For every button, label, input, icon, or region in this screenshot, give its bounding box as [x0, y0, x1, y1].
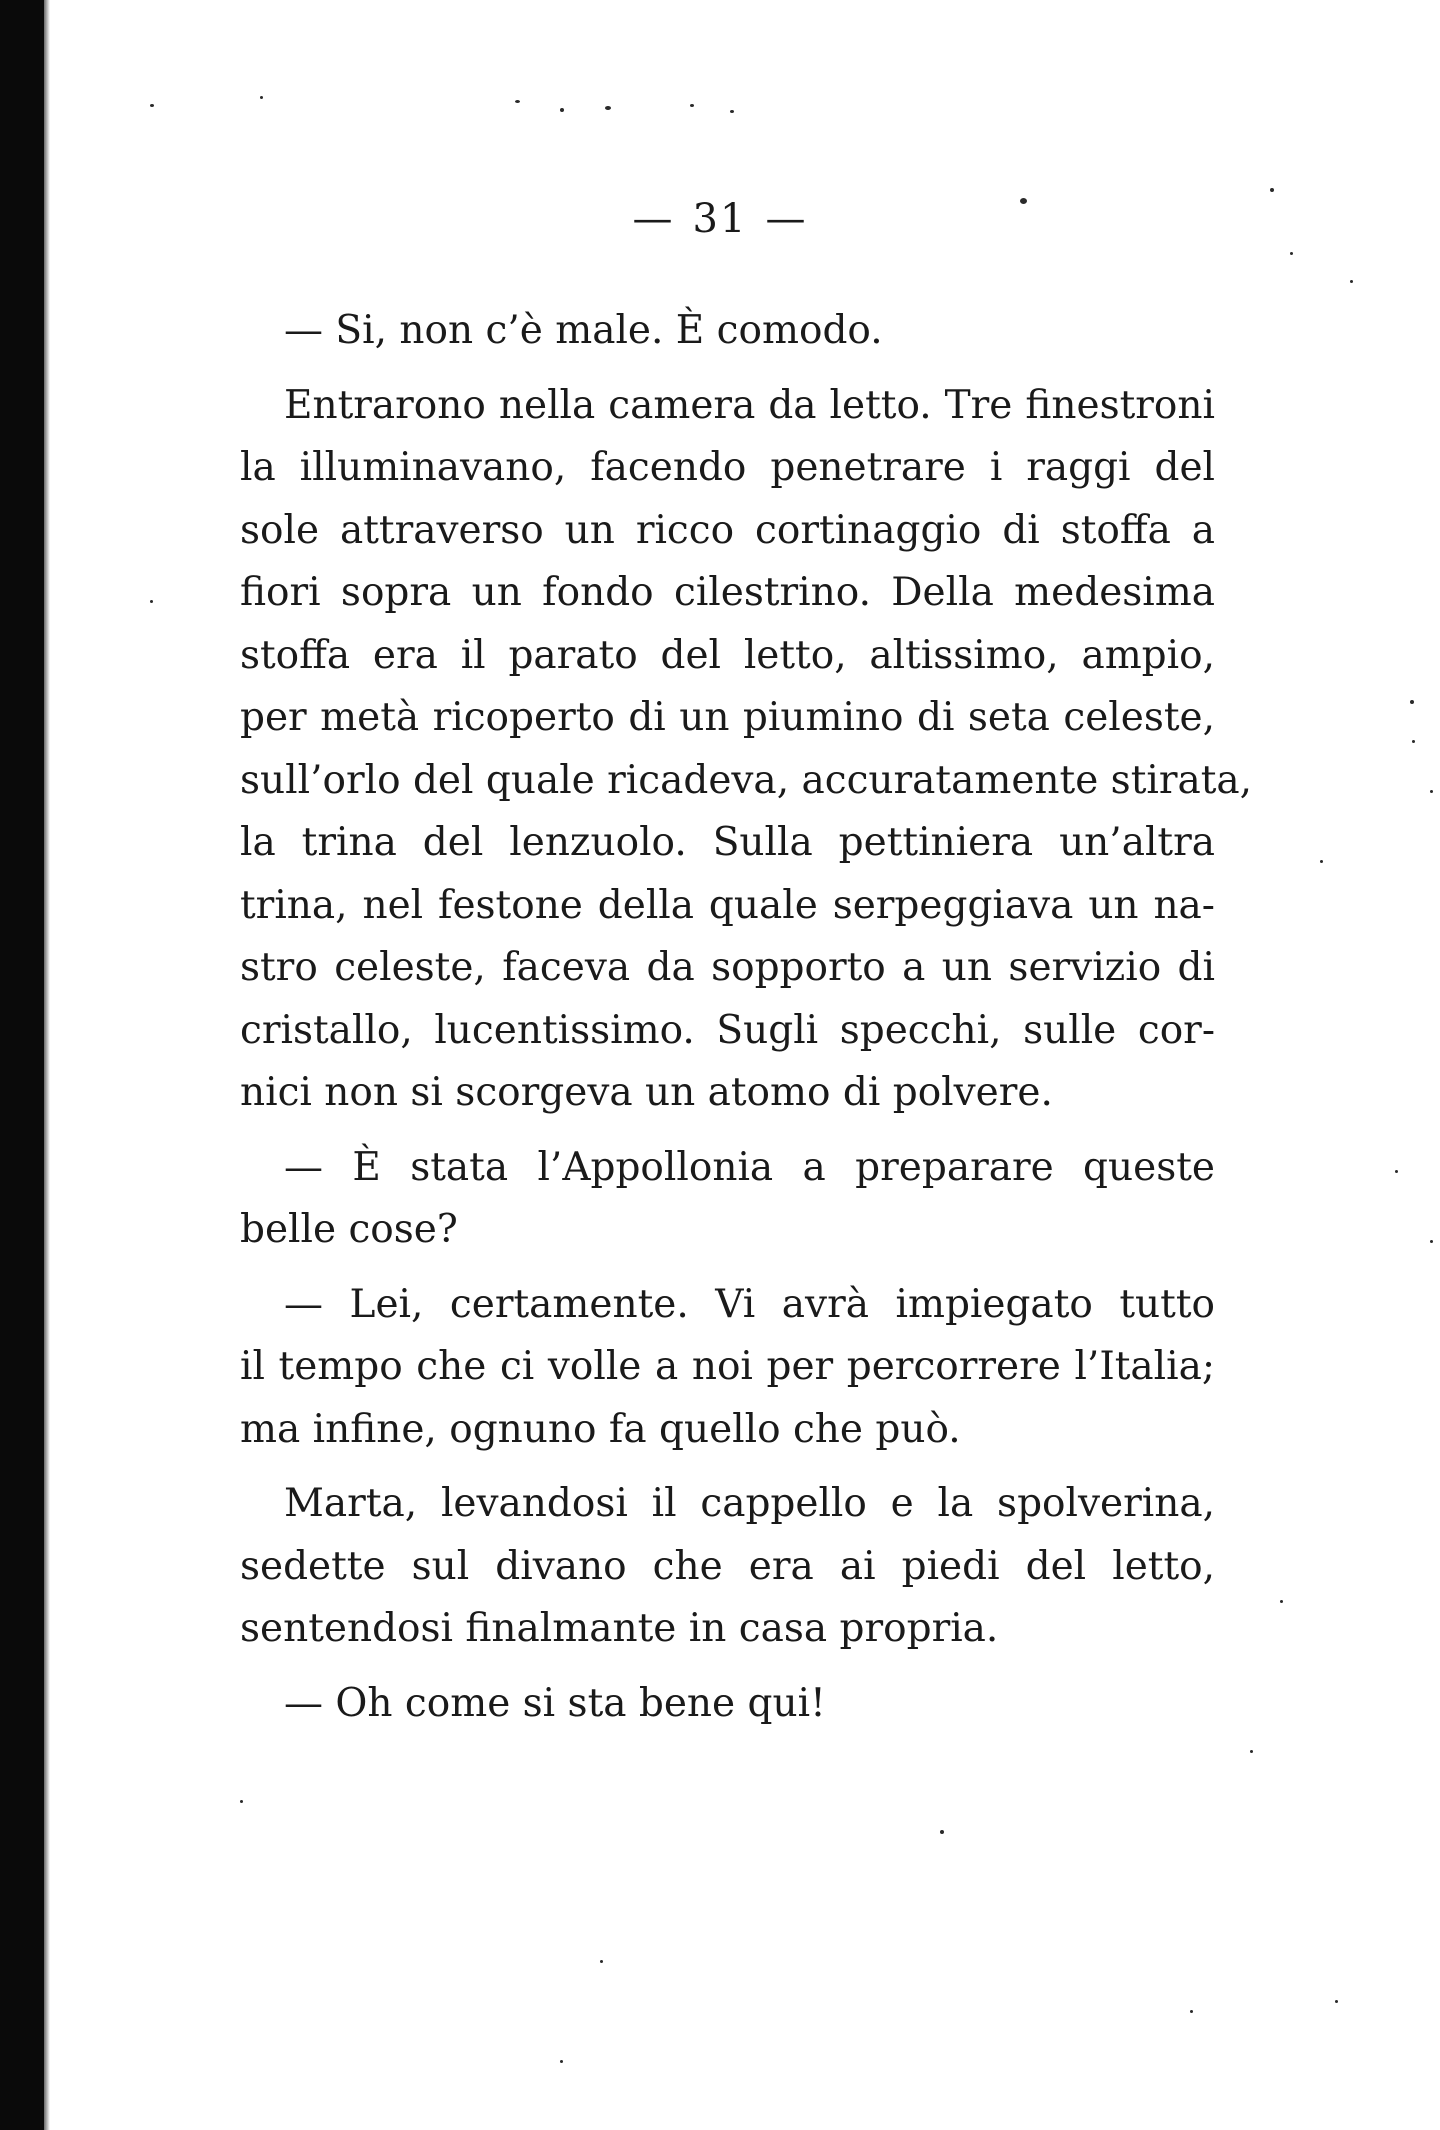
text-line: nici non si scorgeva un atomo di polvere. [240, 1070, 1053, 1115]
book-binding-edge [0, 0, 44, 2130]
text-line: per metà ricoperto di un piumino di seta celeste, [240, 695, 1215, 740]
page-number: 31 [692, 196, 748, 242]
text-line: Entrarono nella camera da letto. Tre finestroni [284, 382, 1215, 428]
text-line: sentendosi finalmante in casa propria. [240, 1606, 999, 1651]
text-line: sull’orlo del quale ricadeva, accuratamente stirata, [240, 757, 1253, 803]
text-line: il tempo che ci volle a noi per percorrere l’Italia; [240, 1344, 1215, 1389]
text-line: sedette sul divano che era ai piedi del letto, [240, 1543, 1215, 1589]
text-line: la trina del lenzuolo. Sulla pettiniera un’altra [240, 820, 1215, 865]
text-line: stoffa era il parato del letto, altissimo, ampio, [240, 632, 1215, 678]
text-line: stro celeste, faceva da sopporto a un servizio di [240, 945, 1215, 990]
page-number-header [0, 196, 1440, 242]
page-body-text [240, 300, 1253, 1735]
text-line: cristallo, lucentissimo. Sugli specchi, sulle cor- [240, 1007, 1215, 1053]
text-line: belle cose? [240, 1207, 458, 1252]
text-line: — È stata l’Appollonia a preparare queste [284, 1144, 1215, 1190]
text-line: Marta, levandosi il cappello e la spolverina, [284, 1481, 1215, 1526]
text-line: — Lei, certamente. Vi avrà impiegato tutto [284, 1281, 1215, 1327]
text-line: sole attraverso un ricco cortinaggio di stoffa a [240, 507, 1215, 553]
text-line: ma infine, ognuno fa quello che può. [240, 1406, 961, 1452]
text-line: — Oh come si sta bene qui! [284, 1680, 826, 1726]
text-line: trina, nel festone della quale serpeggiava un na- [240, 882, 1215, 928]
folio-dash-left: — [632, 196, 675, 242]
text-line: fiori sopra un fondo cilestrino. Della medesima [240, 570, 1215, 615]
folio-dash-right: — [765, 196, 808, 242]
text-line: la illuminavano, facendo penetrare i raggi del [240, 445, 1215, 490]
text-line: — Si, non c’è male. È comodo. [284, 308, 883, 353]
binding-shadow [44, 0, 50, 2130]
